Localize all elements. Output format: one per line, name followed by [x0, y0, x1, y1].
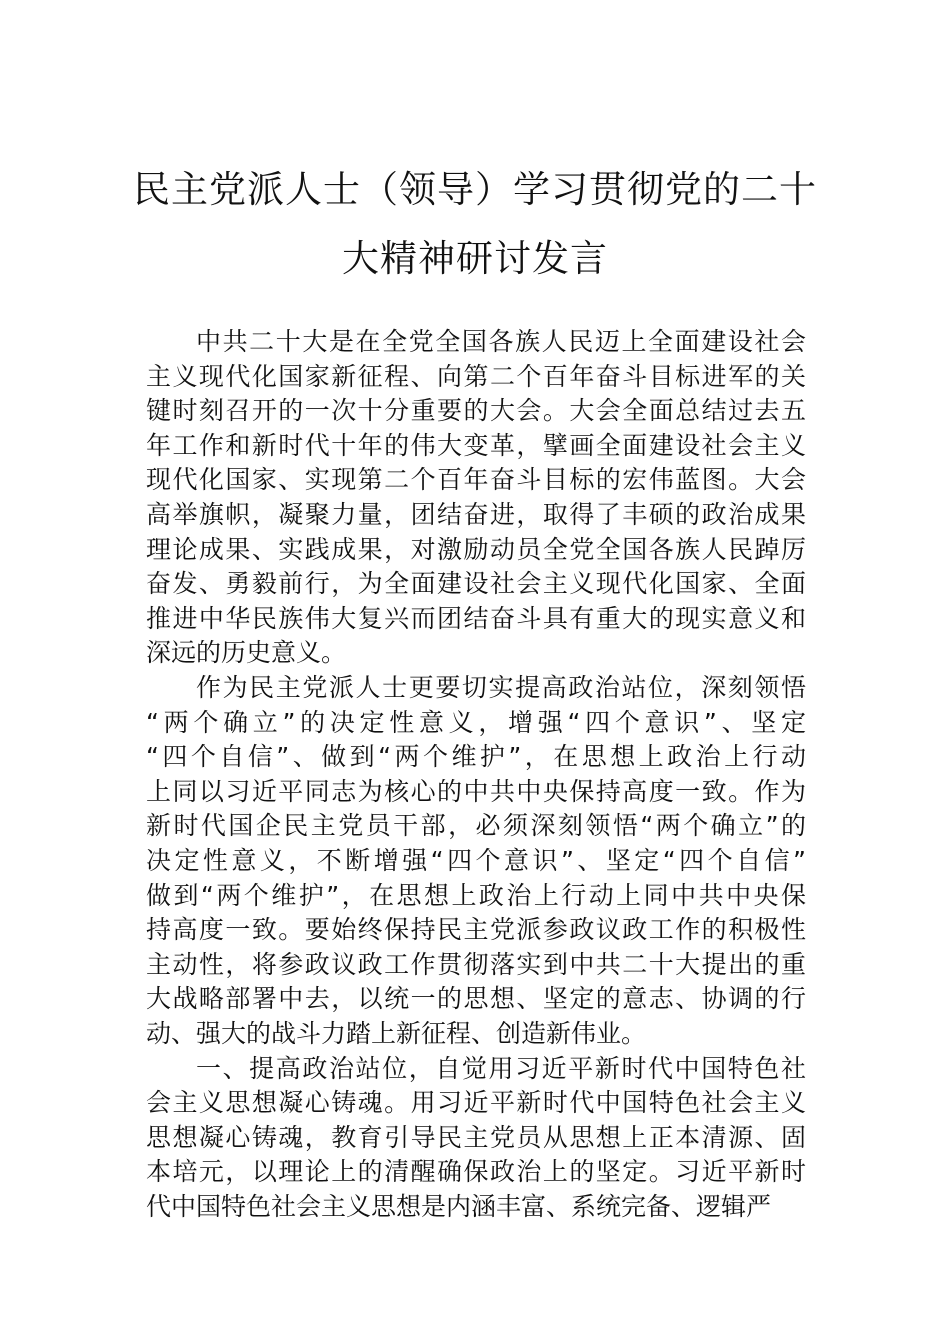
paragraph-2-line: 作为民主党派人士更要切实提高政治站位，深刻领悟 [196, 673, 806, 702]
paragraph-1-line: 中共二十大是在全党全国各族人民迈上全面建设社会 [196, 327, 806, 356]
paragraph-3-line: 会主义思想凝心铸魂。用习近平新时代中国特色社会主义 [146, 1088, 806, 1118]
paragraph-3-line: 一、提高政治站位，自觉用习近平新时代中国特色社 [196, 1053, 806, 1083]
paragraph-2-line: “四个自信”、做到“两个维护”，在思想上政治上行动 [146, 742, 806, 772]
paragraph-1-line: 现代化国家、实现第二个百年奋斗目标的宏伟蓝图。大会 [146, 465, 806, 495]
paragraph-1-line: 奋发、勇毅前行，为全面建设社会主义现代化国家、全面 [146, 569, 806, 599]
paragraph-2-line: 主动性，将参政议政工作贯彻落实到中共二十大提出的重 [146, 949, 806, 979]
paragraph-1-line: 高举旗帜，凝聚力量，团结奋进，取得了丰硕的政治成果 [146, 500, 806, 529]
paragraph-2-line: 动、强大的战斗力踏上新征程、创造新伟业。 [146, 1019, 647, 1048]
paragraph-3-line: 思想凝心铸魂，教育引导民主党员从思想上正本清源、固 [146, 1122, 806, 1152]
paragraph-2-line: 决定性意义，不断增强“四个意识”、坚定“四个自信” [146, 846, 806, 875]
paragraph-2-line: 持高度一致。要始终保持民主党派参政议政工作的积极性 [146, 915, 806, 945]
paragraph-1-line: 理论成果、实践成果，对激励动员全党全国各族人民踔厉 [146, 534, 806, 564]
paragraph-2-line: “两个确立”的决定性意义，增强“四个意识”、坚定 [146, 707, 806, 737]
paragraph-1-line: 深远的历史意义。 [146, 638, 347, 668]
paragraph-1-line: 键时刻召开的一次十分重要的大会。大会全面总结过去五 [146, 396, 806, 426]
paragraph-1-line: 年工作和新时代十年的伟大变革，擘画全面建设社会主义 [146, 430, 806, 460]
paragraph-2-line: 大战略部署中去，以统一的思想、坚定的意志、协调的行 [146, 984, 806, 1014]
paragraph-2-line: 新时代国企民主党员干部，必须深刻领悟“两个确立”的 [146, 811, 806, 841]
paragraph-2-line: 上同以习近平同志为核心的中共中央保持高度一致。作为 [146, 776, 806, 806]
paragraph-3-line: 代中国特色社会主义思想是内涵丰富、系统完备、逻辑严 [146, 1192, 772, 1221]
paragraph-3-line: 本培元，以理论上的清醒确保政治上的坚定。习近平新时 [146, 1157, 806, 1187]
paragraph-2-line: 做到“两个维护”，在思想上政治上行动上同中共中央保 [146, 880, 806, 910]
document-title-line-2: 大精神研讨发言 [342, 237, 608, 280]
paragraph-1-line: 主义现代化国家新征程、向第二个百年奋斗目标进军的关 [146, 361, 806, 391]
document-title-line-1: 民主党派人士（领导）学习贯彻党的二十 [133, 168, 817, 211]
paragraph-1-line: 推进中华民族伟大复兴而团结奋斗具有重大的现实意义和 [146, 603, 806, 633]
